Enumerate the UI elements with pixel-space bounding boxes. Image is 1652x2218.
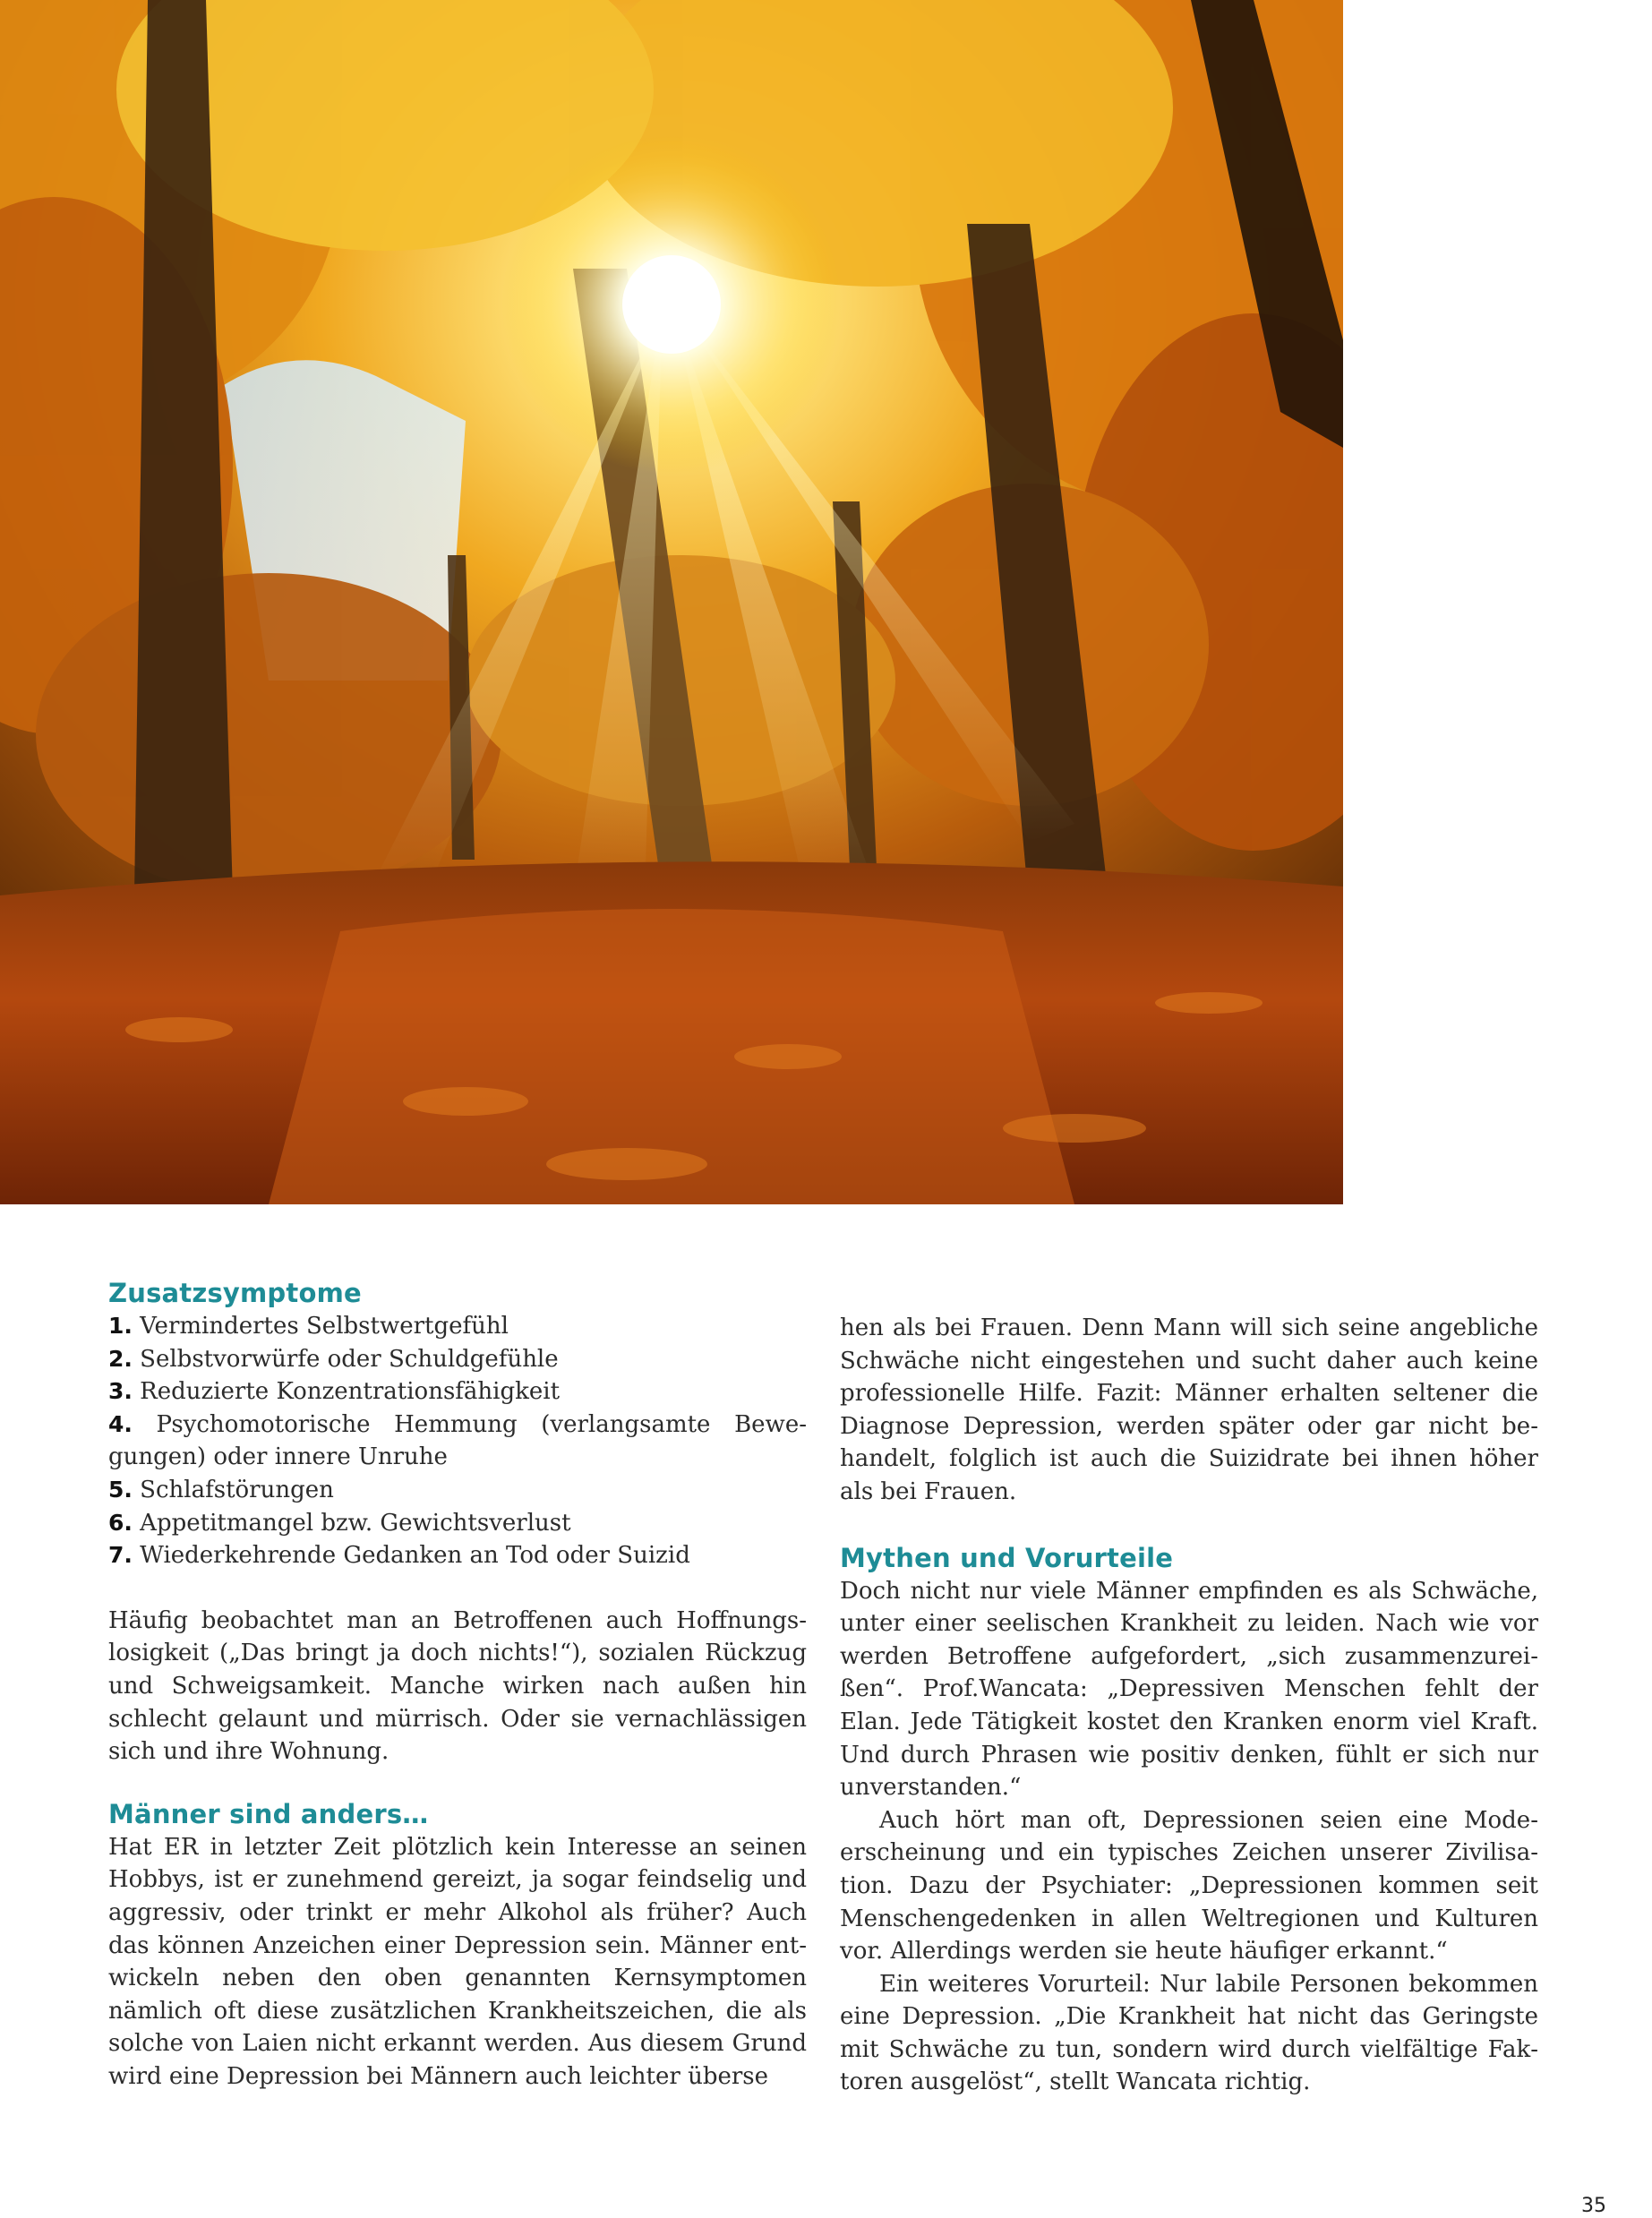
list-text: Schlafstörungen	[140, 1476, 334, 1503]
heading-zusatzsymptome: Zusatzsymptome	[108, 1278, 362, 1308]
list-item	[108, 1310, 807, 1343]
left-column	[108, 1276, 807, 2093]
symptom-list	[108, 1310, 807, 1572]
list-item	[108, 1409, 807, 1474]
list-item	[108, 1375, 807, 1409]
list-number: 6.	[108, 1509, 133, 1536]
list-number: 7.	[108, 1542, 133, 1569]
list-number: 2.	[108, 1345, 133, 1372]
list-text: Vermindertes Selbstwertgefühl	[140, 1313, 509, 1340]
list-item	[108, 1507, 807, 1540]
paragraph-mythen-3: Ein weiteres Vorurteil: Nur labile Personen bekommen eine Depression. „Die Krankheit hat nicht das Geringste mit Schwäche zu tun, sondern wird durch vielfältige Faktoren ausgelöst“, stellt Wancata richtig.	[840, 1970, 1538, 2096]
autumn-forest-photo	[0, 0, 1343, 1204]
list-number: 4.	[108, 1410, 133, 1437]
heading-mythen: Mythen und Vorurteile	[840, 1542, 1174, 1573]
list-number: 1.	[108, 1313, 133, 1339]
list-item	[108, 1539, 807, 1572]
list-text: Psychomotorische Hemmung (verlangsamte Bewegungen) oder innere Unruhe	[108, 1410, 807, 1471]
paragraph-maenner-continuation: hen als bei Frauen. Denn Mann will sich seine angebliche Schwäche nicht eingestehen und sucht daher auch keine professionelle Hilfe. Fazit: Männer erhalten seltener die Diagnose Depression, werden später oder gar nicht behandelt, folglich ist auch die Suizidrate bei ihnen höher als bei Frauen.	[840, 1315, 1538, 1505]
paragraph-mythen-1: Doch nicht nur viele Männer empfinden es als Schwäche, unter einer seelischen Krankheit zu leiden. Nach wie vor werden Betroffene aufgefordert, „sich zusammenzureißen“. Prof.Wancata: „Depressiven Menschen fehlt der Elan. Jede Tätigkeit kostet den Kranken enorm viel Kraft. Und durch Phrasen wie positiv denken, fühlt er sich nur unverstanden.“	[840, 1577, 1538, 1802]
list-text: Wiederkehrende Gedanken an Tod oder Suizid	[140, 1542, 690, 1570]
list-number: 5.	[108, 1476, 133, 1503]
right-column	[840, 1312, 1538, 2099]
autumn-forest-illustration	[0, 0, 1343, 1204]
paragraph-hoffnungslosigkeit: Häufig beobachtet man an Betroffenen auch Hoffnungslosigkeit („Das bringt ja doch nichts!“), sozialen Rückzug und Schweigsamkeit. Manche wirken nach außen hin schlecht gelaunt und mürrisch. Oder sie vernachlässigen sich und ihre Wohnung.	[108, 1606, 807, 1766]
page-number: 35	[1581, 2195, 1606, 2217]
list-number: 3.	[108, 1378, 133, 1405]
paragraph-mythen-2: Auch hört man oft, Depressionen seien eine Modeerscheinung und ein typisches Zeichen unserer Zivilisation. Dazu der Psychiater: „Depressionen kommen seit Menschengedenken in allen Weltregionen und Kulturen vor. Allerdings werden sie heute häufiger erkannt.“	[840, 1806, 1538, 1965]
list-text: Reduzierte Konzentrationsfähigkeit	[140, 1378, 561, 1406]
list-text: Selbstvorwürfe oder Schuldgefühle	[140, 1345, 559, 1373]
list-item	[108, 1343, 807, 1376]
heading-maenner: Männer sind anders…	[108, 1798, 429, 1829]
paragraph-maenner: Hat ER in letzter Zeit plötzlich kein Interesse an seinen Hobbys, ist er zunehmend gereizt, ja sogar feindselig und aggressiv, oder trinkt er mehr Alkohol als früher? Auch das können Anzeichen einer Depression sein. Männer entwickeln neben den oben genannten Kernsymptomen nämlich oft diese zusätzlichen Krankheitszeichen, die als solche von Laien nicht erkannt werden. Aus diesem Grund wird eine Depression bei Männern auch leichter überse	[108, 1833, 807, 2090]
list-item	[108, 1474, 807, 1507]
list-text: Appetitmangel bzw. Gewichtsverlust	[140, 1509, 571, 1537]
